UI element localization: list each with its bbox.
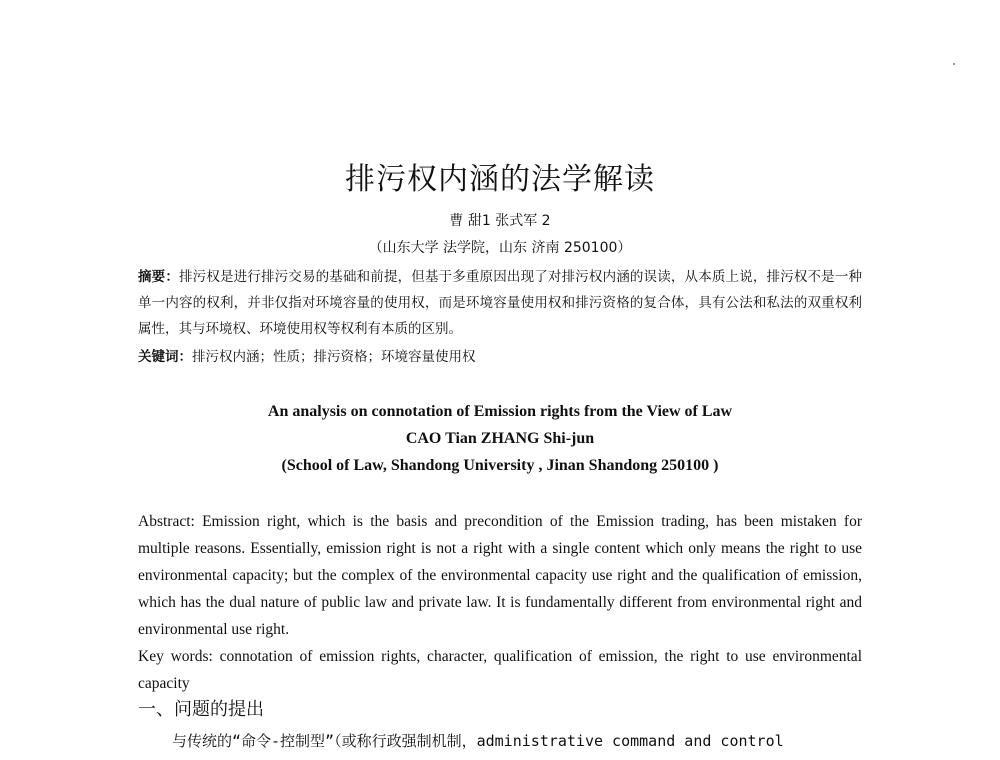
english-title: An analysis on connotation of Emission rights from the View of Law bbox=[267, 403, 733, 420]
affiliation-cn: （山东大学 法学院，山东 济南 250100） bbox=[368, 240, 632, 256]
abstract-cn-text: 排污权是进行排污交易的基础和前提，但基于多重原因出现了对排污权内涵的误读，从本质上说，排污权不是一种单一内容的权利，并非仅指对环境容量的使用权，而是环境容量使用权和排污资格的复合体，具有公法和私法的双重权利属性，其与环境权、环境使用权等权利有本质的区别。 bbox=[138, 269, 863, 337]
scan-speck bbox=[953, 63, 955, 65]
author-list: 曹 甜1 张式军 2 bbox=[449, 213, 551, 229]
english-authors: CAO Tian ZHANG Shi-jun bbox=[405, 430, 595, 447]
paper-title: 排污权内涵的法学解读 bbox=[345, 162, 655, 197]
section-heading: 一、问题的提出 bbox=[138, 699, 264, 720]
english-keywords: Key words: connotation of emission rights, character, qualification of emission, the right to use environmental capacity bbox=[138, 648, 862, 692]
keywords-cn bbox=[138, 345, 862, 369]
english-abstract: Abstract: Emission right, which is the basis and precondition of the Emission trading, has been mistaken for multiple reasons. Essentially, emission right is not a right with a single content which only means the right to use environmental capacity; but the complex of the environmental capacity use right and the qualification of emission, which has the dual nature of public law and private law. It is fundamentally different from environmental right and environmental use right. bbox=[138, 513, 862, 638]
body-text-cutoff bbox=[138, 753, 862, 760]
body-text-line: 与传统的“命令-控制型”（或称行政强制机制，administrative command and control bbox=[172, 732, 784, 750]
keywords-cn-label: 关键词： bbox=[138, 349, 192, 365]
abstract-cn bbox=[138, 264, 862, 342]
abstract-cn-label: 摘要： bbox=[138, 269, 179, 285]
keywords-cn-text: 排污权内涵；性质；排污资格；环境容量使用权 bbox=[192, 349, 476, 365]
english-affiliation: (School of Law, Shandong University , Jinan Shandong 250100 ) bbox=[281, 457, 719, 474]
